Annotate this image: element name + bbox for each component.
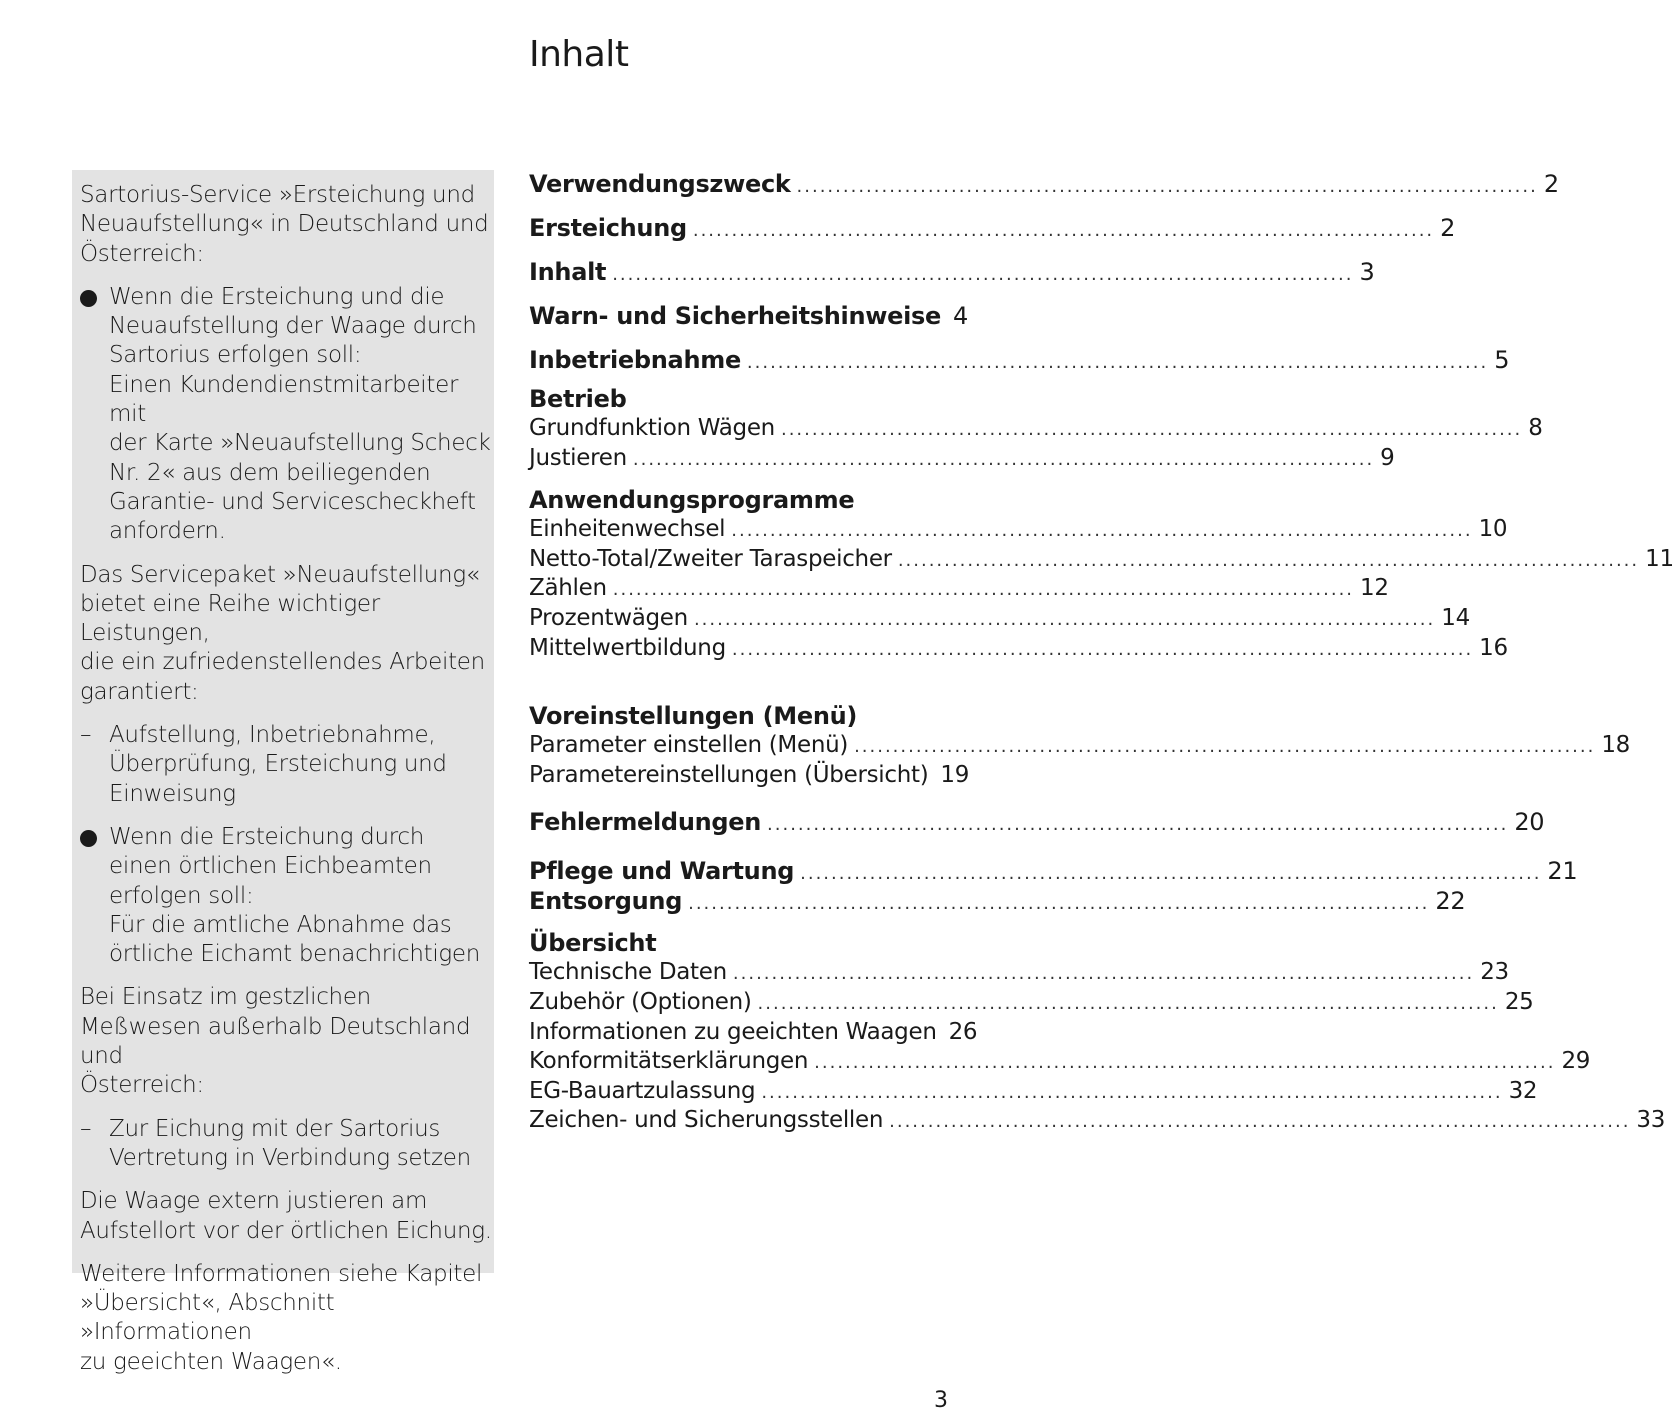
toc-page: 26	[948, 1018, 978, 1045]
leader-dots	[732, 635, 1473, 665]
toc-page: 3	[1359, 258, 1375, 286]
toc-entry-inbetriebnahme[interactable]	[529, 340, 1510, 384]
toc-page: 20	[1514, 808, 1545, 837]
toc-label: Parametereinstellungen (Übersicht)	[529, 761, 929, 788]
leader-dots	[731, 516, 1472, 546]
toc-entry-einheitenwechsel[interactable]	[529, 515, 1508, 545]
calibrate-paragraph: Die Waage extern justieren am Aufstellort vor der örtlichen Eichung.	[80, 1188, 492, 1244]
bullet-item-sartorius	[80, 283, 494, 547]
toc-page: 5	[1494, 346, 1510, 374]
toc-page: 12	[1360, 575, 1389, 602]
toc-entry-zaehlen[interactable]	[529, 574, 1389, 604]
toc-entry-geeichte-waagen[interactable]	[529, 1018, 978, 1048]
bullet-text: Wenn die Ersteichung durch einen örtlichen Eichbeamten erfolgen soll: Für die amtliche Abnahme das örtliche Eichamt benachrichtigen	[109, 823, 481, 968]
toc-entry-sicherungsstellen[interactable]	[529, 1106, 1666, 1136]
toc-label: Parameter einstellen (Menü)	[529, 732, 849, 759]
toc-label: Entsorgung	[529, 887, 683, 916]
bullet-text: Wenn die Ersteichung und die Neuaufstellung der Waage durch Sartorius erfolgen soll: Einen Kundendienstmitarbeiter mit der Karte »Neuaufstellung Scheck Nr. 2« aus dem beiliegenden Garantie- und Servicescheckheft anfordern.	[109, 283, 491, 545]
bullet-icon	[80, 290, 97, 307]
toc-entry-entsorgung[interactable]	[529, 886, 1466, 916]
abroad-paragraph: Bei Einsatz im gestzlichen Meßwesen außerhalb Deutschland und Österreich:	[80, 984, 471, 1099]
toc-page: 22	[1435, 887, 1466, 916]
toc-page: 32	[1508, 1077, 1538, 1104]
toc-label: Mittelwertbildung	[529, 634, 726, 661]
toc-page: 16	[1479, 634, 1508, 661]
toc-label: Grundfunktion Wägen	[529, 415, 775, 441]
toc-label: Ersteichung	[529, 214, 687, 242]
toc-entry-parameter-einstellen[interactable]	[529, 731, 1631, 761]
toc-label: Prozentwägen	[529, 604, 688, 631]
leader-dots	[688, 889, 1429, 919]
toc-heading-voreinstellungen: Voreinstellungen (Menü)	[529, 702, 858, 731]
toc-label: EG-Bauartzulassung	[529, 1077, 756, 1104]
dash-icon: –	[80, 722, 92, 749]
bullet-item-eichbeamter	[80, 823, 494, 969]
toc-page: 10	[1478, 516, 1508, 543]
toc-page: 18	[1601, 732, 1631, 759]
more-info-paragraph: Weitere Informationen siehe Kapitel »Übersicht«, Abschnitt »Informationen zu geeichten Waagen«.	[80, 1260, 483, 1375]
toc-label: Zubehör (Optionen)	[529, 988, 752, 1015]
leader-dots	[633, 445, 1374, 475]
toc-entry-ersteichung[interactable]	[529, 208, 1456, 252]
toc-page: 9	[1380, 444, 1395, 471]
toc-entry-technische-daten[interactable]	[529, 958, 1509, 988]
leader-dots	[767, 805, 1508, 845]
dash-item-services	[80, 721, 494, 809]
toc-label: Einheitenwechsel	[529, 516, 726, 543]
leader-dots	[797, 167, 1538, 207]
dash-icon: –	[80, 1115, 92, 1142]
toc-page: 4	[952, 302, 968, 330]
toc-entry-warnhinweise[interactable]	[529, 296, 968, 340]
leader-dots	[747, 343, 1488, 383]
toc-entry-prozentwaegen[interactable]	[529, 604, 1470, 634]
toc-entry-zubehoer[interactable]	[529, 988, 1534, 1018]
leader-dots	[781, 415, 1522, 445]
toc-entry-verwendungszweck[interactable]	[529, 164, 1559, 208]
toc-page: 19	[940, 761, 970, 788]
toc-page: 2	[1543, 170, 1559, 198]
service-info-box	[72, 170, 494, 1375]
dash-item-vertretung	[80, 1115, 494, 1174]
toc-page: 8	[1528, 415, 1543, 441]
dash-text: Aufstellung, Inbetriebnahme, Überprüfung, Ersteichung und Einweisung	[109, 722, 447, 807]
bullet-icon	[80, 830, 97, 847]
leader-dots	[854, 732, 1595, 762]
toc-entry-inhalt[interactable]	[529, 252, 1375, 296]
toc-label: Pflege und Wartung	[529, 857, 795, 886]
toc-label: Inbetriebnahme	[529, 346, 741, 374]
toc-entry-pflege[interactable]	[529, 856, 1578, 886]
toc-label: Zählen	[529, 575, 607, 602]
toc-label: Fehlermeldungen	[529, 808, 762, 837]
toc-entry-konformitaet[interactable]	[529, 1047, 1591, 1077]
leader-dots	[613, 575, 1354, 605]
leader-dots	[898, 546, 1639, 576]
toc-page: 33	[1636, 1107, 1666, 1134]
toc-page: 23	[1480, 959, 1509, 986]
toc-entry-grundfunktion[interactable]	[529, 414, 1543, 444]
toc-page: 2	[1440, 214, 1456, 242]
leader-dots	[733, 959, 1474, 989]
toc-label: Konformitätserklärungen	[529, 1048, 809, 1075]
service-package-paragraph: Das Servicepaket »Neuaufstellung« bietet eine Reihe wichtiger Leistungen, die ein zufriedenstellendes Arbeiten garantiert:	[80, 561, 485, 705]
toc-page: 11	[1645, 545, 1674, 572]
toc-label: Technische Daten	[529, 959, 727, 986]
leader-dots	[694, 605, 1435, 635]
toc-entry-justieren[interactable]	[529, 444, 1395, 474]
toc-label: Informationen zu geeichten Waagen	[529, 1018, 937, 1045]
service-intro: Sartorius-Service »Ersteichung und Neuaufstellung« in Deutschland und Österreich:	[80, 182, 489, 267]
toc-entry-netto-total[interactable]	[529, 545, 1674, 575]
leader-dots	[800, 859, 1541, 889]
toc-heading-anwendungsprogramme: Anwendungsprogramme	[529, 486, 855, 515]
leader-dots	[612, 255, 1353, 295]
toc-page: 29	[1561, 1048, 1591, 1075]
leader-dots	[761, 1078, 1502, 1108]
toc-page: 21	[1547, 857, 1578, 886]
leader-dots	[758, 989, 1499, 1019]
leader-dots	[693, 211, 1434, 251]
toc-label: Zeichen- und Sicherungsstellen	[529, 1107, 884, 1134]
leader-dots	[814, 1048, 1555, 1078]
toc-page: 25	[1504, 988, 1534, 1015]
toc-heading-uebersicht: Übersicht	[529, 929, 657, 958]
toc-label: Justieren	[529, 444, 627, 471]
page-title: Inhalt	[529, 34, 629, 75]
toc-label: Verwendungszweck	[529, 170, 791, 198]
page-number: 3	[934, 1388, 948, 1413]
toc-entry-bauartzulassung[interactable]	[529, 1077, 1538, 1107]
toc-entry-parameter-uebersicht[interactable]	[529, 761, 970, 791]
toc-heading-betrieb: Betrieb	[529, 385, 627, 413]
toc-page: 14	[1441, 604, 1470, 631]
toc-label: Warn- und Sicherheitshinweise	[529, 302, 941, 330]
leader-dots	[889, 1107, 1630, 1137]
toc-label: Netto-Total/Zweiter Taraspeicher	[529, 545, 892, 572]
dash-text: Zur Eichung mit der Sartorius Vertretung in Verbindung setzen	[109, 1115, 471, 1171]
toc-entry-mittelwert[interactable]	[529, 634, 1508, 664]
toc-label: Inhalt	[529, 258, 607, 286]
table-of-contents	[529, 164, 1674, 1136]
toc-entry-fehlermeldungen[interactable]	[529, 802, 1545, 846]
